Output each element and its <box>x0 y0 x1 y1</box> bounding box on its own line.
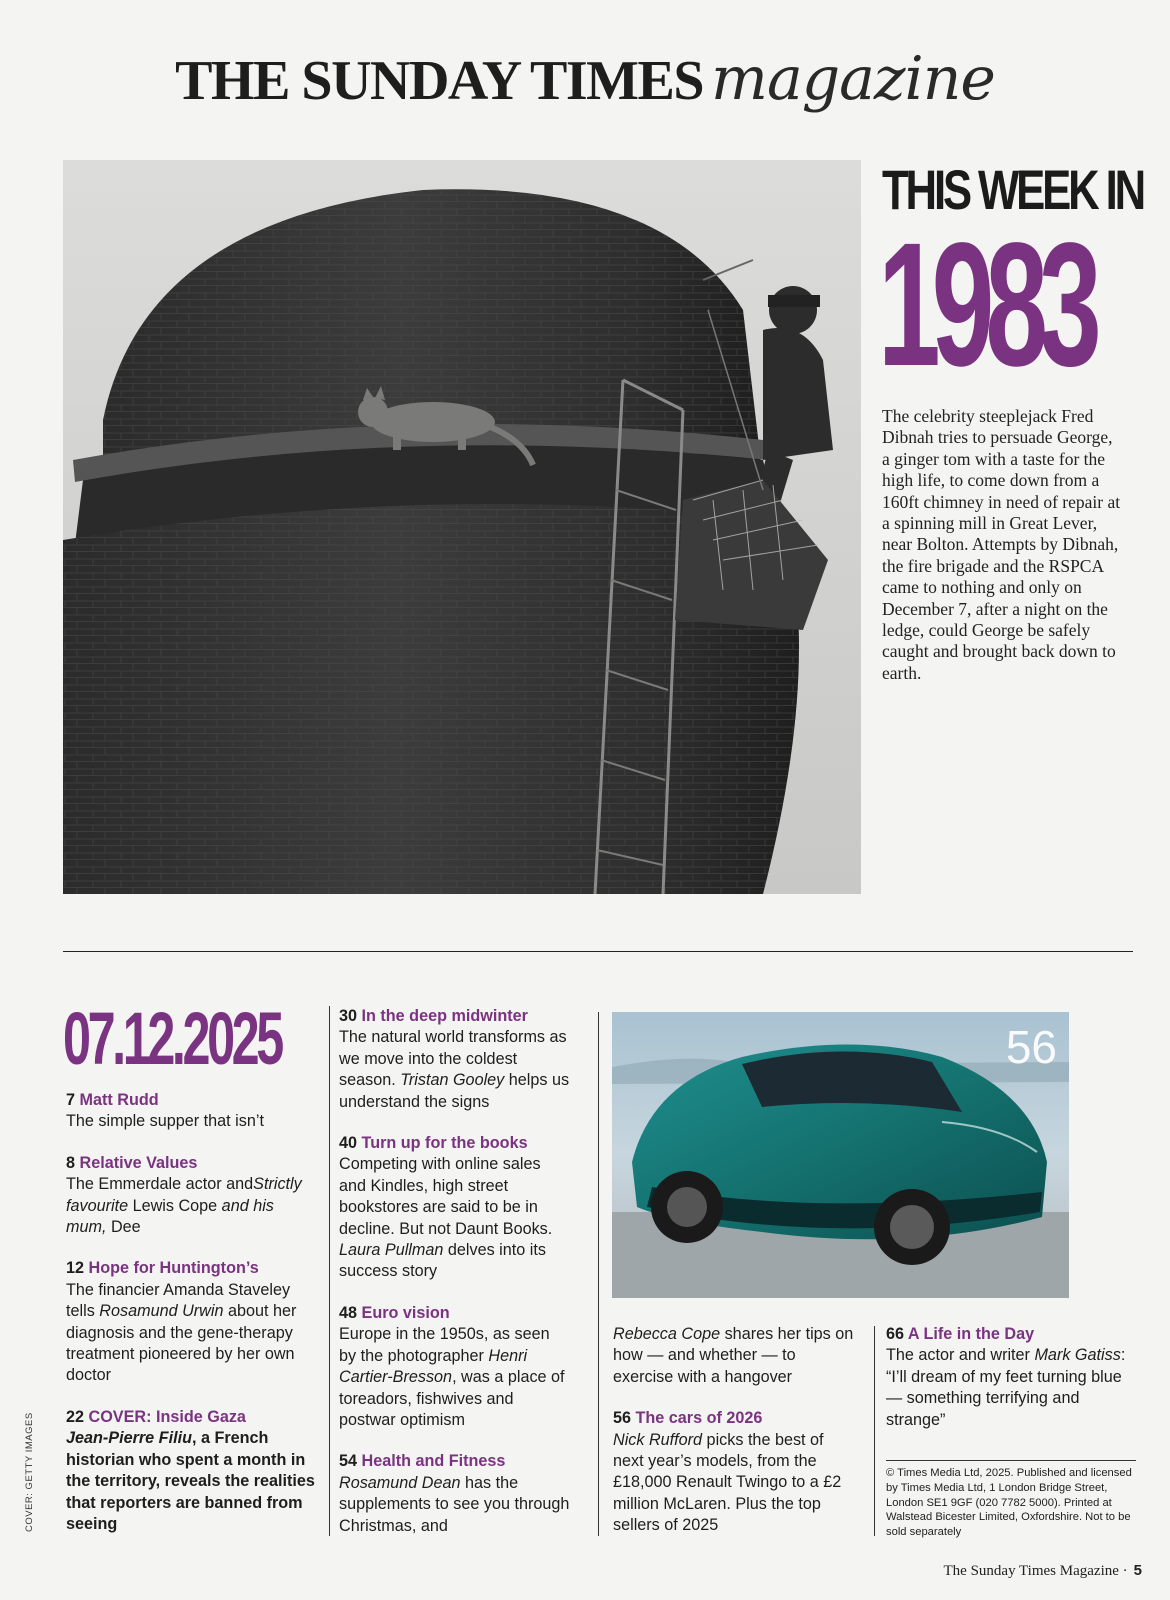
contents-entry[interactable] <box>66 1258 318 1386</box>
contents-column-2 <box>339 1006 571 1557</box>
contents-entry[interactable] <box>66 1407 318 1535</box>
entry-title: Health and Fitness <box>361 1452 506 1471</box>
legal-notice: © Times Media Ltd, 2025. Published and licensed by Times Media Ltd, 1 London Bridge Street, London SE1 9GF (020 7782 5000). Printed at Walstead Bicester Limited, Oxfordshire. Not to be sold separately <box>886 1460 1136 1540</box>
entry-heading <box>66 1153 318 1174</box>
masthead-subtitle: magazine <box>711 44 995 114</box>
entry-description <box>339 1324 571 1431</box>
entry-page-number: 40 <box>339 1134 362 1153</box>
entry-page-number: 66 <box>886 1325 908 1343</box>
column-divider-3 <box>874 1326 875 1536</box>
entry-title: A Life in the Day <box>907 1325 1035 1343</box>
entry-heading <box>339 1006 571 1027</box>
entry-page-number: 48 <box>339 1303 362 1322</box>
entry-heading <box>339 1303 571 1324</box>
contents-entry[interactable] <box>613 1408 858 1536</box>
entry-description-segment: helps us understand the signs <box>339 1071 570 1111</box>
entry-heading <box>66 1090 318 1111</box>
footer-title: The Sunday Times Magazine <box>943 1563 1119 1579</box>
entry-title: Euro vision <box>361 1303 450 1322</box>
entry-heading <box>886 1324 1136 1345</box>
entry-description-segment: and his mum, <box>66 1196 274 1237</box>
entry-title: Turn up for the books <box>361 1134 528 1153</box>
entry-description-segment: Rebecca Cope <box>613 1325 721 1343</box>
entry-title: Matt Rudd <box>79 1091 159 1109</box>
entry-heading <box>66 1407 318 1428</box>
entry-description-segment: The financier Amanda Staveley tells <box>66 1280 291 1321</box>
this-week-year: 1983 <box>878 207 1093 403</box>
contents-entry[interactable] <box>66 1090 318 1133</box>
entry-description-segment: Competing with online sales and Kindles, high street bookstores are said to be in decline. But not Daunt Books. <box>339 1155 553 1238</box>
entry-description-segment: delves into its success story <box>339 1241 546 1281</box>
page-footer <box>944 1562 1143 1580</box>
entry-page-number: 56 <box>613 1409 636 1428</box>
entry-page-number: 12 <box>66 1259 89 1278</box>
car-page-number: 56 <box>1005 1021 1057 1073</box>
car-photo <box>612 1012 1069 1298</box>
contents-column-4 <box>886 1324 1136 1451</box>
entry-description <box>66 1174 318 1238</box>
entry-description <box>339 1473 571 1537</box>
contents-entry[interactable] <box>886 1324 1136 1431</box>
contents-entry[interactable] <box>339 1133 571 1283</box>
contents-column-1 <box>66 1090 318 1555</box>
entry-page-number: 8 <box>66 1153 80 1172</box>
entry-description-segment: Tristan Gooley <box>400 1071 505 1090</box>
entry-title: The cars of 2026 <box>635 1409 763 1428</box>
column-divider-2 <box>598 1012 599 1536</box>
entry-description-segment: Europe in the 1950s, as seen by the photographer <box>339 1325 550 1365</box>
column-divider-1 <box>329 1006 330 1536</box>
entry-description-segment: , was a place of toreadors, fishwives and postwar optimism <box>339 1368 565 1429</box>
this-week-body: The celebrity steeplejack Fred Dibnah tries to persuade George, a ginger tom with a taste for the high life, to come down from a 160ft chimney in need of repair at a spinning mill in Great Lever, near Bolton. Attempts by Dibnah, the fire brigade and the RSPCA came to nothing and only on December 7, after a night on the ledge, could George be safely caught and brought back down to earth. <box>882 406 1121 683</box>
chimney-photo <box>63 160 861 894</box>
issue-date: 07.12.2025 <box>63 997 281 1080</box>
entry-description-segment: : “I’ll dream of my feet turning blue — something terrifying and strange” <box>886 1346 1126 1429</box>
entry-description <box>66 1428 318 1535</box>
contents-entry[interactable] <box>339 1451 571 1537</box>
entry-description-segment: Rosamund Urwin <box>99 1302 224 1321</box>
entry-heading <box>66 1258 318 1279</box>
entry-description-segment: Rosamund Dean <box>339 1473 461 1492</box>
entry-description-segment: Lewis Cope <box>132 1196 218 1215</box>
entry-description-segment: shares her tips on how — and whether — to exercise with a hangover <box>613 1325 854 1386</box>
entry-description-segment: about her diagnosis and the gene-therapy treatment pioneered by her own doctor <box>66 1302 297 1385</box>
entry-heading <box>613 1408 858 1429</box>
entry-description-segment: picks the best of next year’s models, from the £18,000 Renault Twingo to a £2 million McLaren. Plus the top sellers of 2025 <box>613 1430 842 1535</box>
entry-page-number: 7 <box>66 1091 80 1109</box>
entry-description <box>613 1324 858 1388</box>
entry-description-segment: Mark Gatiss <box>1034 1346 1121 1365</box>
entry-description <box>339 1154 571 1282</box>
entry-description-segment: Henri Cartier-Bresson <box>339 1346 528 1387</box>
entry-heading <box>339 1451 571 1472</box>
entry-description-segment: The simple supper that isn’t <box>66 1112 264 1131</box>
entry-description-segment: Nick Rufford <box>613 1430 703 1449</box>
entry-description <box>66 1111 318 1132</box>
entry-description-segment: The natural world transforms as we move into the coldest season. <box>339 1028 567 1090</box>
masthead-title: THE SUNDAY TIMES <box>175 50 704 112</box>
masthead <box>0 44 1170 120</box>
section-divider <box>63 951 1133 952</box>
entry-description-segment: , a French historian who spent a month in the territory, reveals the realities that reporters are banned from seeing <box>66 1429 315 1533</box>
entry-description-segment: has the supplements to see you through Christmas, and <box>339 1473 570 1535</box>
entry-page-number: 22 <box>66 1407 89 1426</box>
entry-title: In the deep midwinter <box>361 1007 528 1025</box>
entry-description-segment: Jean-Pierre Filiu <box>66 1429 192 1448</box>
entry-page-number: 54 <box>339 1452 362 1471</box>
contents-column-3 <box>613 1324 858 1557</box>
entry-description-segment: The Emmerdale actor and <box>66 1175 254 1194</box>
entry-description-segment: Dee <box>110 1218 141 1237</box>
entry-description-segment: Laura Pullman <box>339 1241 444 1260</box>
entry-description <box>613 1430 858 1537</box>
footer-separator: · <box>1122 1563 1128 1579</box>
entry-description-segment: The actor and writer <box>886 1346 1035 1365</box>
this-week-label: THIS WEEK IN <box>882 158 1144 221</box>
entry-title: Relative Values <box>79 1153 198 1172</box>
cover-credit: COVER: GETTY IMAGES <box>24 1412 35 1532</box>
entry-description <box>66 1280 318 1387</box>
contents-entry[interactable] <box>339 1303 571 1431</box>
contents-entry[interactable] <box>339 1006 571 1113</box>
entry-title: Hope for Huntington’s <box>88 1259 259 1278</box>
entry-description <box>886 1345 1136 1431</box>
entry-page-number: 30 <box>339 1007 362 1025</box>
entry-description <box>339 1027 571 1113</box>
entry-description-segment: Strictly favourite <box>66 1175 302 1215</box>
entry-heading <box>339 1133 571 1154</box>
entry-title: COVER: Inside Gaza <box>88 1407 246 1426</box>
contents-entry[interactable] <box>66 1153 318 1239</box>
contents-entry[interactable] <box>613 1324 858 1388</box>
page-number: 5 <box>1133 1562 1142 1579</box>
